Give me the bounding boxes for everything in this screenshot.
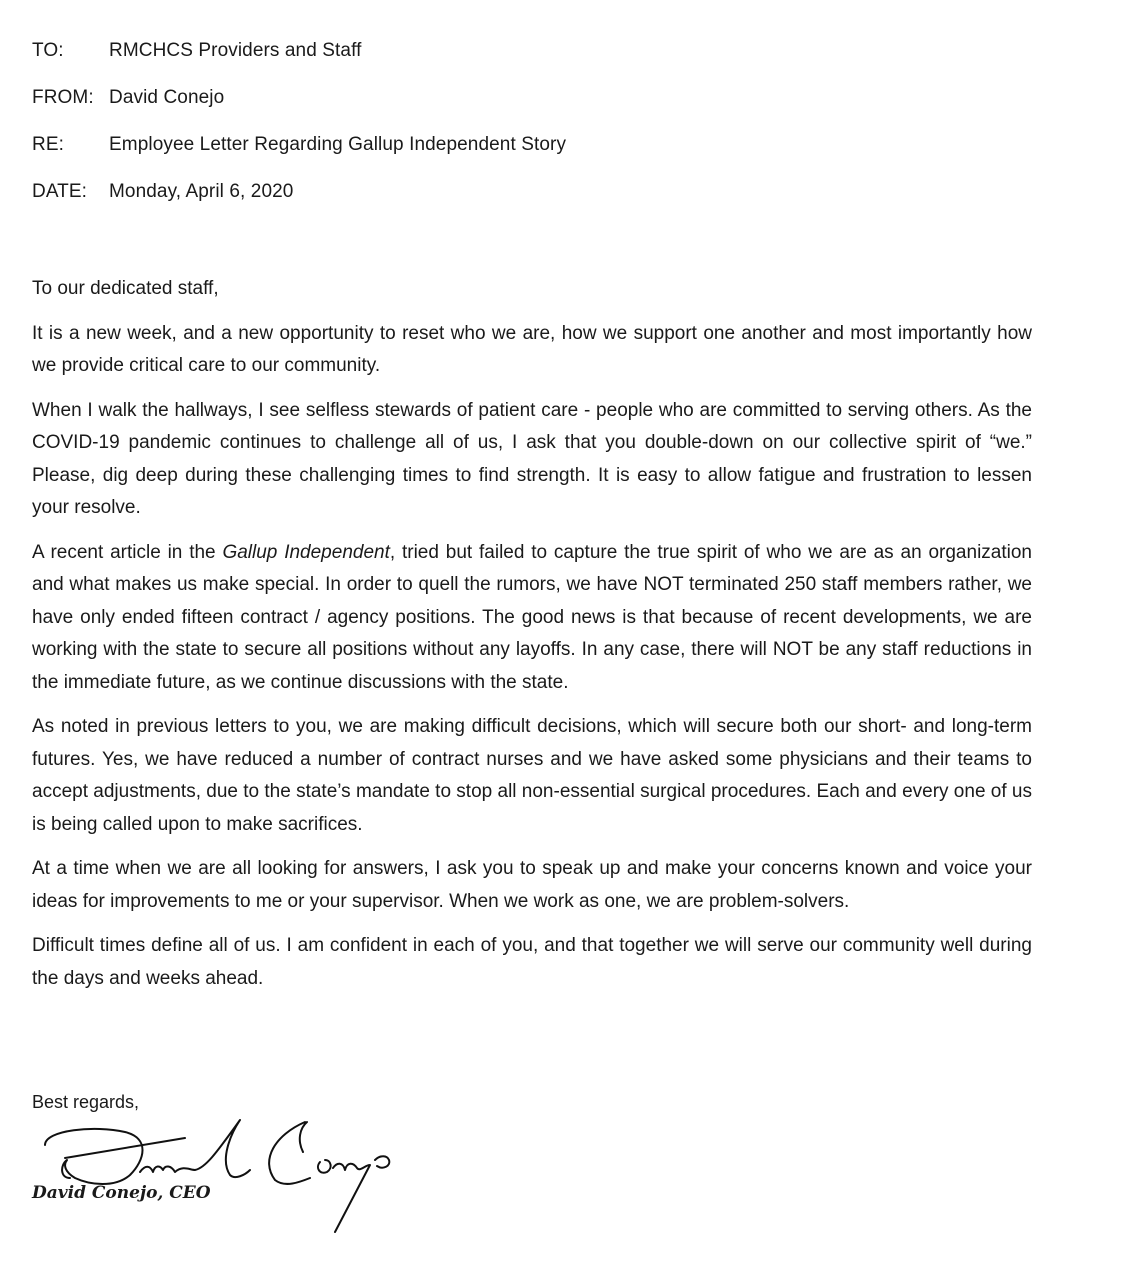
memo-to-row (32, 40, 566, 87)
paragraph-3 (32, 537, 1032, 700)
salutation: To our dedicated staff, (32, 278, 219, 299)
paragraph-3-post: , tried but failed to capture the true spirit of who we are as an organization and what makes us make special. In order to quell the rumors, we have NOT terminated 250 staff members rather, we have only ended fifteen contract / agency positions. The good news is that because of recent developments, we are working with the state to secure all positions without any layoffs. In any case, there will NOT be any staff reductions in the immediate future, as we continue discussions with the state. (32, 541, 1032, 693)
paragraph-6: Difficult times define all of us. I am confident in each of you, and that together we will serve our community well during the days and weeks ahead. (32, 935, 1032, 989)
paragraph-1: It is a new week, and a new opportunity to reset who we are, how we support one another and most importantly how we provide critical care to our community. (32, 322, 1032, 376)
publication-name: Gallup Independent (222, 541, 390, 563)
memo-from-label: FROM: (32, 87, 94, 108)
memo-to-value: RMCHCS Providers and Staff (109, 40, 362, 61)
memo-from-value: David Conejo (109, 87, 225, 108)
memo-date-value: Monday, April 6, 2020 (109, 181, 294, 202)
paragraph-5: At a time when we are all looking for answers, I ask you to speak up and make your concerns known and voice your ideas for improvements to me or your supervisor. When we work as one, we are problem-solvers. (32, 858, 1032, 912)
memo-re-row (32, 134, 566, 181)
handwritten-signature (35, 1110, 435, 1250)
paragraph-4: As noted in previous letters to you, we are making difficult decisions, which will secure both our short- and long-term futures. Yes, we have reduced a number of contract nurses and we have asked some physicians and their teams to accept adjustments, due to the state’s mandate to stop all non-essential surgical procedures. Each and every one of us is being called upon to make sacrifices. (32, 716, 1032, 835)
memo-re-label: RE: (32, 134, 64, 155)
paragraph-2: When I walk the hallways, I see selfless stewards of patient care - people who are committed to serving others. As the COVID-19 pandemic continues to challenge all of us, I ask that you double-down on our collective spirit of “we.” Please, dig deep during these challenging times to find strength. It is easy to allow fatigue and frustration to lessen your resolve. (32, 399, 1032, 518)
paragraph-3-pre: A recent article in the (32, 541, 223, 563)
memo-from-row (32, 87, 566, 134)
memo-date-row (32, 181, 566, 228)
memo-header (32, 40, 566, 228)
memo-to-label: TO: (32, 40, 64, 61)
closing: Best regards, (32, 1092, 140, 1112)
memo-re-value: Employee Letter Regarding Gallup Independent Story (109, 134, 567, 155)
letter-body (32, 273, 1032, 1007)
signature-name: David Conejo, CEO (32, 1183, 211, 1203)
memo-date-label: DATE: (32, 181, 88, 202)
